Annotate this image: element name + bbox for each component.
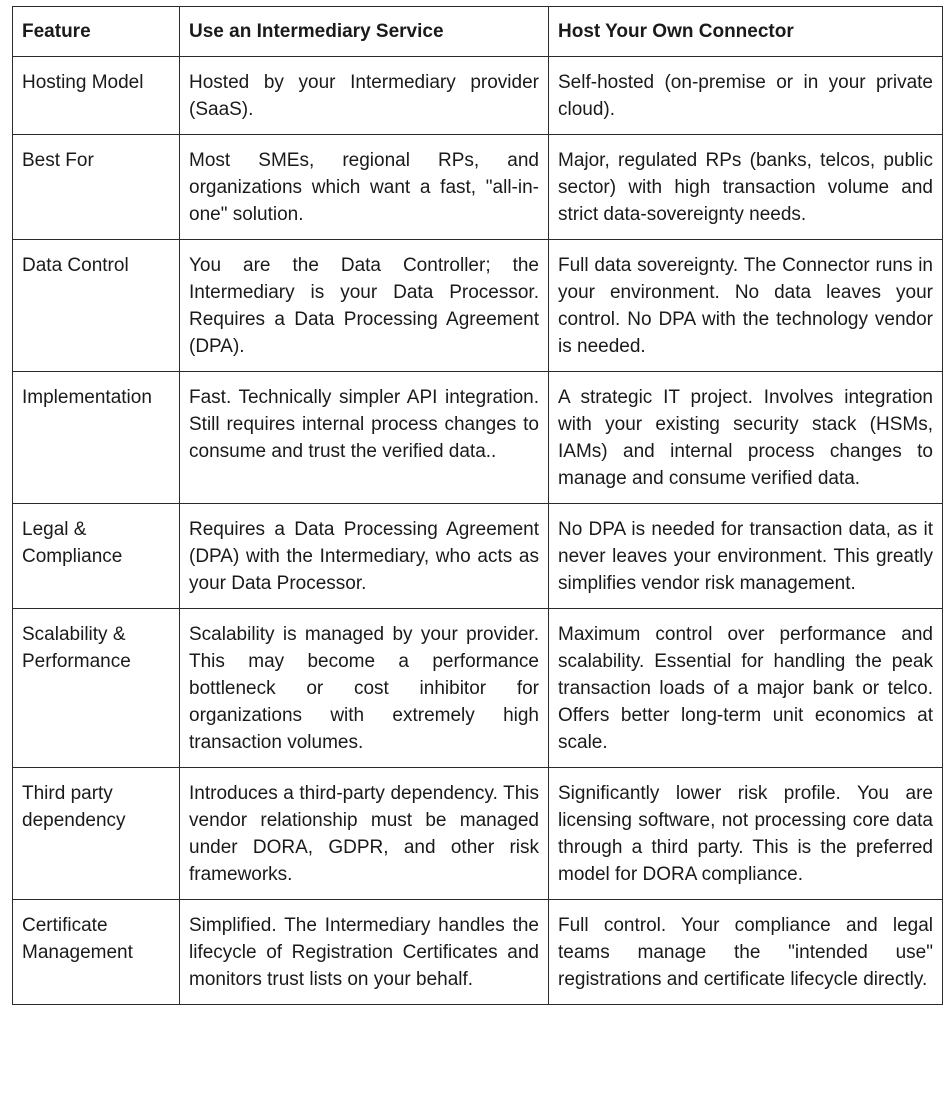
comparison-table [12,6,943,1005]
intermediary-cell: Introduces a third-party dependency. This vendor relationship must be managed under DORA, GDPR, and other risk frameworks. [180,768,549,900]
header-feature: Feature [13,7,180,57]
feature-cell: Best For [13,135,180,240]
table-row [13,609,943,768]
connector-cell: Self-hosted (on-premise or in your private cloud). [549,57,943,135]
table-row [13,57,943,135]
intermediary-cell: You are the Data Controller; the Intermediary is your Data Processor. Requires a Data Processing Agreement (DPA). [180,240,549,372]
table-row [13,372,943,504]
feature-cell: Legal & Compliance [13,504,180,609]
intermediary-cell: Requires a Data Processing Agreement (DPA) with the Intermediary, who acts as your Data Processor. [180,504,549,609]
connector-cell: No DPA is needed for transaction data, as it never leaves your environment. This greatly simplifies vendor risk management. [549,504,943,609]
connector-cell: Significantly lower risk profile. You are licensing software, not processing core data through a third party. This is the preferred model for DORA compliance. [549,768,943,900]
feature-cell: Certificate Management [13,900,180,1005]
table-header [13,7,943,57]
feature-cell: Scalability & Performance [13,609,180,768]
connector-cell: Full control. Your compliance and legal teams manage the "intended use" registrations and certificate lifecycle directly. [549,900,943,1005]
connector-cell: Maximum control over performance and scalability. Essential for handling the peak transaction loads of a major bank or telco. Offers better long-term unit economics at scale. [549,609,943,768]
table-row [13,900,943,1005]
connector-cell: A strategic IT project. Involves integration with your existing security stack (HSMs, IAMs) and internal process changes to manage and consume verified data. [549,372,943,504]
table-row [13,768,943,900]
header-connector: Host Your Own Connector [549,7,943,57]
table-row [13,135,943,240]
feature-cell: Implementation [13,372,180,504]
feature-cell: Hosting Model [13,57,180,135]
intermediary-cell: Hosted by your Intermediary provider (SaaS). [180,57,549,135]
header-row [13,7,943,57]
table-body [13,57,943,1005]
feature-cell: Data Control [13,240,180,372]
table-row [13,240,943,372]
connector-cell: Full data sovereignty. The Connector runs in your environment. No data leaves your control. No DPA with the technology vendor is needed. [549,240,943,372]
connector-cell: Major, regulated RPs (banks, telcos, public sector) with high transaction volume and strict data-sovereignty needs. [549,135,943,240]
intermediary-cell: Fast. Technically simpler API integration. Still requires internal process changes to consume and trust the verified data.. [180,372,549,504]
table-row [13,504,943,609]
intermediary-cell: Most SMEs, regional RPs, and organizations which want a fast, "all-in-one" solution. [180,135,549,240]
header-intermediary: Use an Intermediary Service [180,7,549,57]
feature-cell: Third party dependency [13,768,180,900]
intermediary-cell: Simplified. The Intermediary handles the lifecycle of Registration Certificates and monitors trust lists on your behalf. [180,900,549,1005]
intermediary-cell: Scalability is managed by your provider. This may become a performance bottleneck or cost inhibitor for organizations with extremely high transaction volumes. [180,609,549,768]
